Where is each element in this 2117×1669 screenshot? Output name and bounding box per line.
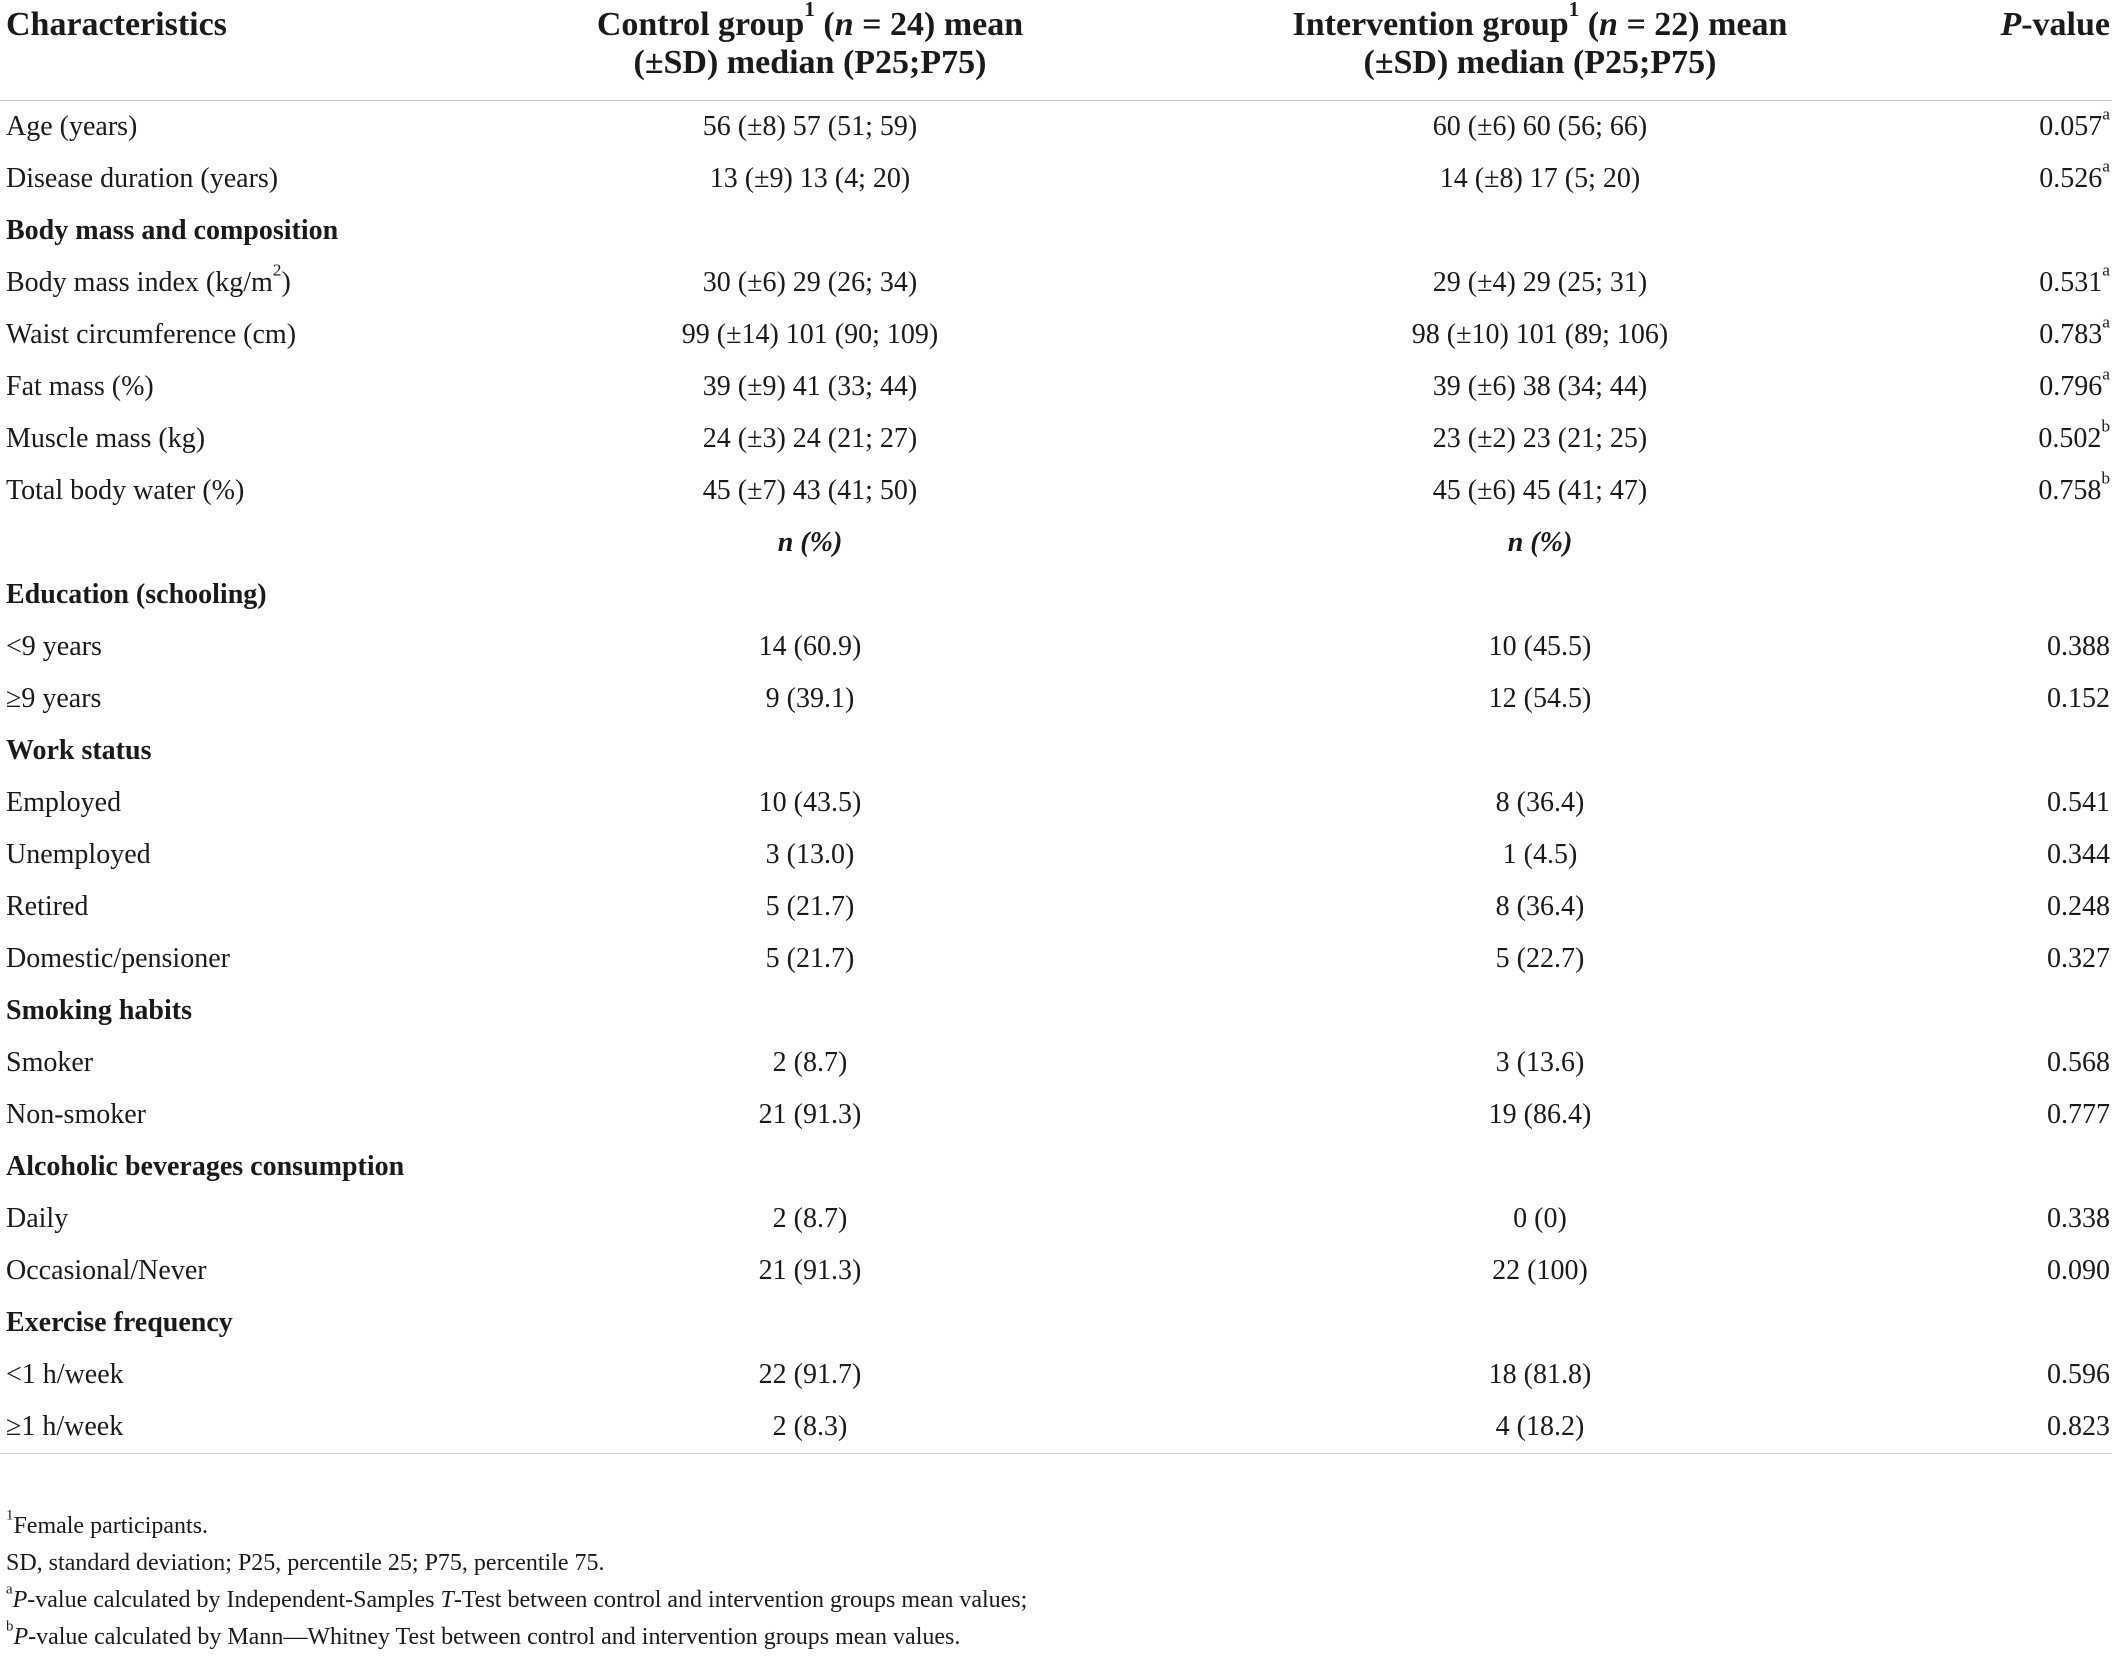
empty-cell [540,569,1080,621]
p-value: 0.248 [2047,890,2110,922]
table-row [0,777,2112,829]
table-footnotes [6,1508,1027,1656]
intervention-value: 0 (0) [1513,1202,1567,1234]
table-body [0,100,2112,1453]
subheader-row [0,517,2112,569]
footnote-b: $^b$P-value calculated by Mann—Whitney Test between control and intervention groups mean values. [6,1618,961,1650]
control-value: 10 (43.5) [758,786,862,818]
header-p-value: P-value [2000,6,2110,43]
control-value: 9 (39.1) [765,682,855,714]
p-value: 0.388 [2047,630,2110,662]
section-row [0,205,2112,257]
empty-cell [2000,569,2112,621]
empty-cell [1080,1297,2000,1349]
control-value: 2 (8.7) [772,1202,848,1234]
row-label: Domestic/pensioner [6,942,230,974]
control-value: 45 (±7) 43 (41; 50) [702,474,918,506]
p-value: 0.568 [2047,1046,2110,1078]
p-value: 0.344 [2047,838,2110,870]
row-label: Age (years) [6,110,138,142]
control-value: 99 (±14) 101 (90; 109) [681,318,939,350]
control-value: 22 (91.7) [758,1358,862,1390]
section-title: Smoking habits [6,994,192,1026]
intervention-value: 22 (100) [1492,1254,1588,1286]
empty-cell [1080,569,2000,621]
table-row [0,621,2112,673]
p-value: 0.796$^a$ [2039,363,2110,402]
header-intervention-group: Intervention group$^1$ (n = 22) mean (±SD) median (P25;P75) [1292,0,1788,81]
section-title: Education (schooling) [6,578,267,610]
empty-cell [2000,725,2112,777]
intervention-value: 39 (±6) 38 (34; 44) [1432,370,1648,402]
control-value: 5 (21.7) [765,942,855,974]
empty-cell [1080,1141,2000,1193]
empty-cell [2000,1141,2112,1193]
table-row [0,465,2112,517]
control-value: 21 (91.3) [758,1254,862,1286]
empty-cell [2000,1297,2112,1349]
p-value: 0.057$^a$ [2039,103,2110,142]
row-label: ≥9 years [6,682,102,714]
footnote-abbreviations: SD, standard deviation; P25, percentile 25; P75, percentile 75. [6,1550,605,1576]
intervention-value: 12 (54.5) [1488,682,1592,714]
empty-cell [1080,205,2000,257]
row-label: Fat mass (%) [6,370,154,402]
row-label: Retired [6,890,89,922]
p-value: 0.090 [2047,1254,2110,1286]
empty-cell [2000,985,2112,1037]
table-row [0,673,2112,725]
empty-cell [0,517,540,569]
control-value: 2 (8.7) [772,1046,848,1078]
control-value: 24 (±3) 24 (21; 27) [702,422,918,454]
intervention-value: 98 (±10) 101 (89; 106) [1411,318,1669,350]
intervention-value: 8 (36.4) [1495,890,1585,922]
section-row [0,985,2112,1037]
intervention-value: 5 (22.7) [1495,942,1585,974]
n-percent-label: n (%) [1507,526,1573,558]
section-row [0,569,2112,621]
p-value: 0.526$^a$ [2039,155,2110,194]
control-value: 2 (8.3) [540,1401,1080,1454]
control-value: 14 (60.9) [758,630,862,662]
control-value: 5 (21.7) [765,890,855,922]
row-label: Muscle mass (kg) [6,422,206,454]
control-value: 13 (±9) 13 (4; 20) [709,162,911,194]
section-title: Work status [6,734,152,766]
intervention-value: 3 (13.6) [1495,1046,1585,1078]
control-value: 39 (±9) 41 (33; 44) [702,370,918,402]
row-label: Occasional/Never [6,1254,207,1286]
empty-cell [540,1141,1080,1193]
header-characteristics: Characteristics [6,6,227,43]
empty-cell [2000,205,2112,257]
section-title: Alcoholic beverages consumption [6,1150,405,1182]
row-label: Daily [6,1202,69,1234]
control-value: 56 (±8) 57 (51; 59) [702,110,918,142]
header-control-group: Control group$^1$ (n = 24) mean (±SD) median (P25;P75) [596,0,1024,81]
p-value: 0.541 [2047,786,2110,818]
table-row [0,829,2112,881]
section-row [0,1141,2112,1193]
table-row [0,1401,2112,1454]
row-label: Waist circumference (cm) [6,318,297,350]
row-label: <1 h/week [6,1358,124,1390]
table-row [0,1037,2112,1089]
row-label: Non-smoker [6,1098,146,1130]
footnote-1: $^1$Female participants. [6,1507,209,1539]
row-label: <9 years [6,630,102,662]
p-value: 0.596 [2047,1358,2110,1390]
subheader-control [540,517,1080,569]
table-row [0,153,2112,205]
table-row [0,933,2112,985]
p-value: 0.327 [2047,942,2110,974]
p-value: 0.777 [2047,1098,2110,1130]
p-value: 0.152 [2047,682,2110,714]
intervention-value: 45 (±6) 45 (41; 47) [1432,474,1648,506]
table-row [0,361,2112,413]
empty-cell [540,205,1080,257]
table-row [0,257,2112,309]
n-percent-label: n (%) [777,526,843,558]
p-value: 0.338 [2047,1202,2110,1234]
row-label: Smoker [6,1046,94,1078]
section-title: Body mass and composition [6,214,339,246]
section-row [0,725,2112,777]
intervention-value: 10 (45.5) [1488,630,1592,662]
intervention-value: 18 (81.8) [1488,1358,1592,1390]
subheader-intervention [1080,517,2000,569]
table-row [0,100,2112,153]
intervention-value: 23 (±2) 23 (21; 25) [1432,422,1648,454]
p-value: 0.783$^a$ [2039,311,2110,350]
row-label: Body mass index $(kg/m^2)$ [6,259,291,298]
table-row [0,881,2112,933]
row-label: Employed [6,786,122,818]
empty-cell [2000,517,2112,569]
p-value: 0.531$^a$ [2039,259,2110,298]
header-control-n: (n = 24) mean [823,6,1024,43]
p-value: 0.758$^b$ [2038,467,2110,506]
table-row [0,1193,2112,1245]
intervention-value: 8 (36.4) [1495,786,1585,818]
p-value: 0.502$^b$ [2038,415,2110,454]
row-label: Disease duration (years) [6,162,279,194]
control-value: 3 (13.0) [765,838,855,870]
empty-cell [1080,725,2000,777]
intervention-value: 14 (±8) 17 (5; 20) [1439,162,1641,194]
table-row [0,1245,2112,1297]
footnote-a: $^a$P-value calculated by Independent-Samples T-Test between control and intervention groups mean values; [6,1581,1028,1613]
empty-cell [1080,985,2000,1037]
section-title: Exercise frequency [6,1306,233,1338]
row-label: ≥1 h/week [0,1401,540,1454]
empty-cell [540,725,1080,777]
section-row [0,1297,2112,1349]
header-intervention-n: (n = 22) mean [1587,6,1788,43]
row-label: Unemployed [6,838,151,870]
row-label: Total body water (%) [6,474,245,506]
intervention-value: 29 (±4) 29 (25; 31) [1432,266,1648,298]
table-row [0,413,2112,465]
intervention-value: 4 (18.2) [1080,1401,2000,1454]
intervention-value: 60 (±6) 60 (56; 66) [1432,110,1648,142]
table-row [0,1349,2112,1401]
intervention-value: 19 (86.4) [1488,1098,1592,1130]
intervention-value: 1 (4.5) [1502,838,1578,870]
control-value: 21 (91.3) [758,1098,862,1130]
empty-cell [540,1297,1080,1349]
table-header-row [0,0,2112,100]
table-row [0,309,2112,361]
table-row [0,1089,2112,1141]
empty-cell [540,985,1080,1037]
p-value: 0.823 [2000,1401,2112,1454]
control-value: 30 (±6) 29 (26; 34) [702,266,918,298]
